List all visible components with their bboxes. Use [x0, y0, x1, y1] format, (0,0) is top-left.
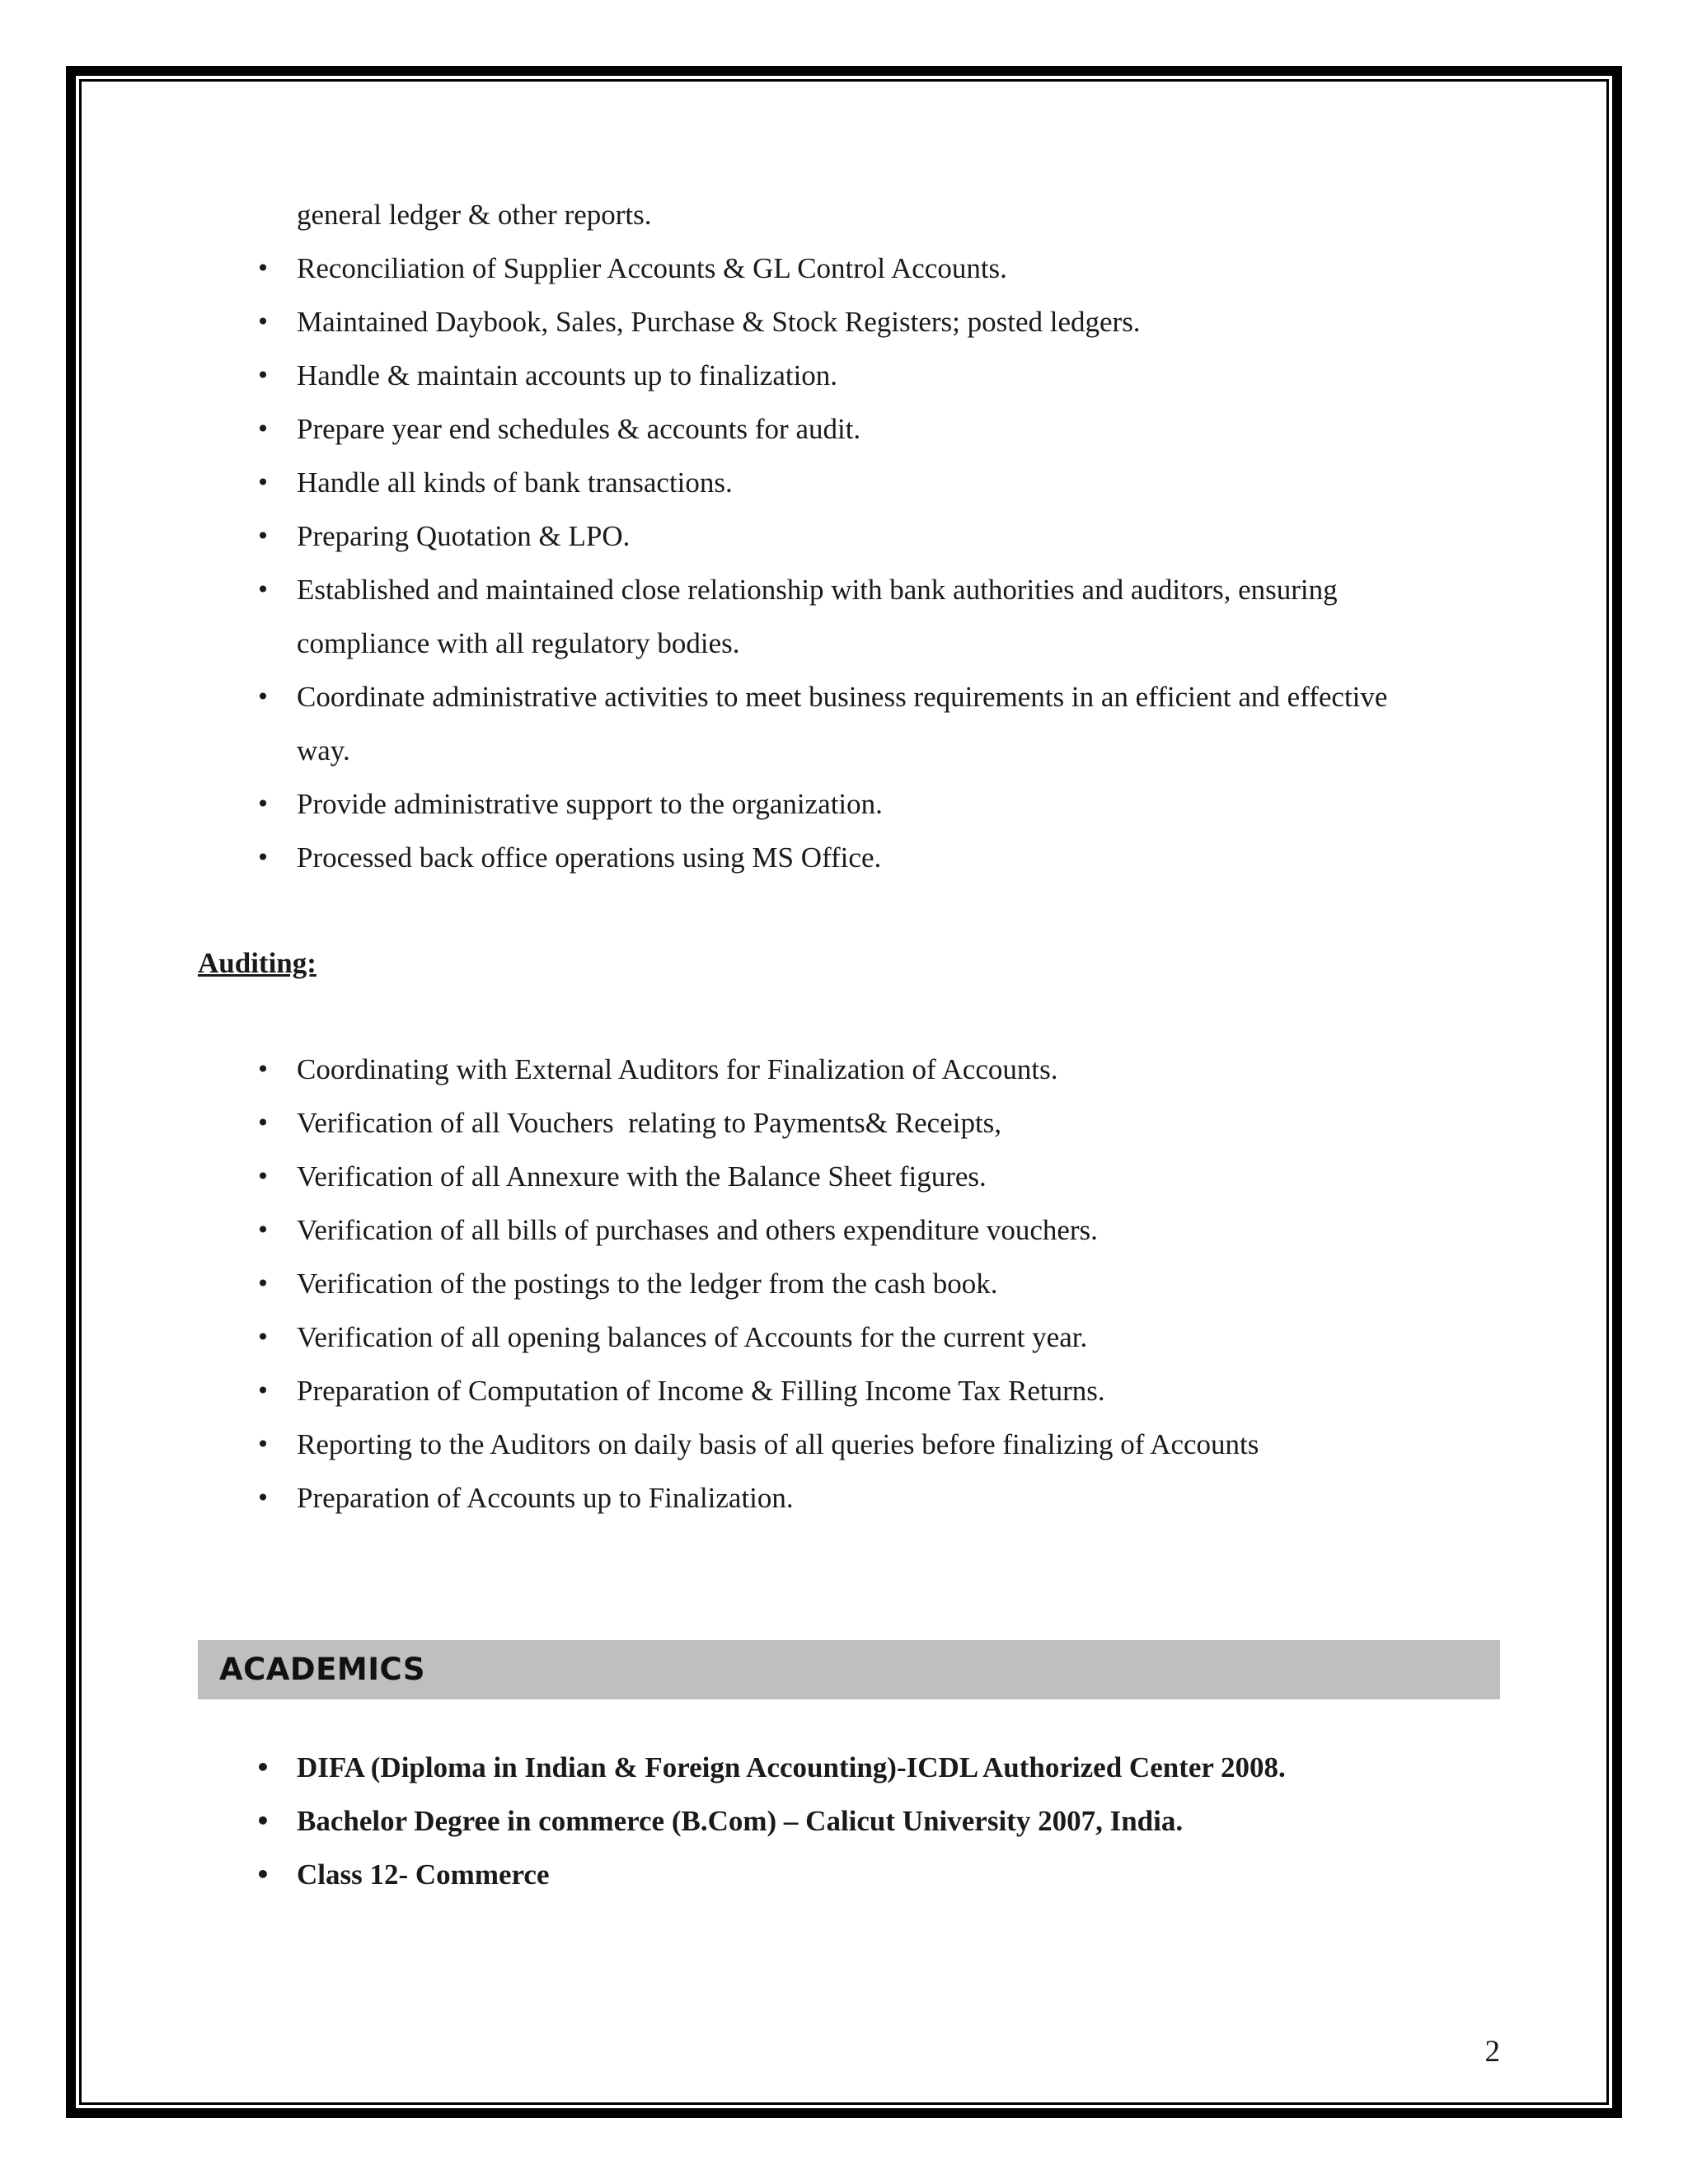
- bullet-icon: •: [256, 1484, 270, 1511]
- list-item: • DIFA (Diploma in Indian & Foreign Accounting)-ICDL Authorized Center 2008.: [297, 1741, 1467, 1794]
- bullet-icon: •: [256, 1377, 270, 1404]
- bullet-icon: •: [256, 255, 270, 282]
- continuation-line: general ledger & other reports.: [297, 199, 652, 231]
- academics-banner: [198, 1640, 1500, 1699]
- list-item: • Reconciliation of Supplier Accounts & GL Control Accounts.: [297, 241, 1467, 295]
- list-item: • Processed back office operations using MS Office.: [297, 831, 1467, 884]
- bullet-icon: •: [256, 523, 270, 550]
- list-item: • Prepare year end schedules & accounts for audit.: [297, 402, 1467, 456]
- list-item: • Handle & maintain accounts up to finalization.: [297, 349, 1467, 402]
- bullet-icon: •: [256, 1056, 270, 1083]
- list-item: • Verification of the postings to the ledger from the cash book.: [297, 1257, 1467, 1310]
- list-item: • Reporting to the Auditors on daily basis of all queries before finalizing of Accounts: [297, 1418, 1467, 1471]
- bullet-icon: •: [256, 1754, 270, 1781]
- bullet-icon: •: [256, 1324, 270, 1351]
- list-item: • Verification of all Annexure with the Balance Sheet figures.: [297, 1150, 1467, 1203]
- list-item: • Handle all kinds of bank transactions.: [297, 456, 1467, 509]
- list-item: • Provide administrative support to the organization.: [297, 777, 1467, 831]
- bullet-icon: •: [256, 1216, 270, 1244]
- list-item: • Maintained Daybook, Sales, Purchase & Stock Registers; posted ledgers.: [297, 295, 1467, 349]
- list-item: • Preparation of Computation of Income & Filling Income Tax Returns.: [297, 1364, 1467, 1418]
- list-item: • Verification of all bills of purchases and others expenditure vouchers.: [297, 1203, 1467, 1257]
- bullet-icon: •: [256, 844, 270, 871]
- list-item: • Class 12- Commerce: [297, 1848, 1467, 1901]
- bullet-icon: •: [256, 1109, 270, 1137]
- academics-heading: ACADEMICS: [219, 1652, 425, 1687]
- bullet-icon: •: [256, 683, 270, 710]
- bullet-icon: •: [256, 1270, 270, 1297]
- list-item: • Verification of all opening balances of Accounts for the current year.: [297, 1310, 1467, 1364]
- bullet-icon: •: [256, 1807, 270, 1835]
- list-item: • Preparation of Accounts up to Finalization.: [297, 1471, 1467, 1525]
- bullet-icon: •: [256, 1861, 270, 1888]
- bullet-icon: •: [256, 308, 270, 335]
- page-number: 2: [1484, 2035, 1500, 2069]
- bullet-icon: •: [256, 415, 270, 443]
- list-item: • Bachelor Degree in commerce (B.Com) – Calicut University 2007, India.: [297, 1794, 1467, 1848]
- bullet-icon: •: [256, 790, 270, 818]
- list-item: • Coordinate administrative activities to meet business requirements in an efficient and effective way.: [297, 670, 1467, 777]
- list-item: • Coordinating with External Auditors for Finalization of Accounts.: [297, 1043, 1467, 1096]
- list-item: • Preparing Quotation & LPO.: [297, 509, 1467, 563]
- bullet-icon: •: [256, 576, 270, 603]
- bullet-icon: •: [256, 362, 270, 389]
- auditing-heading: Auditing:: [198, 947, 316, 979]
- bullet-icon: •: [256, 1431, 270, 1458]
- bullet-icon: •: [256, 1163, 270, 1190]
- list-item: • Established and maintained close relationship with bank authorities and auditors, ensuring compliance with all regulatory bodies.: [297, 563, 1467, 670]
- list-item: • Verification of all Vouchers relating to Payments& Receipts,: [297, 1096, 1467, 1150]
- bullet-icon: •: [256, 469, 270, 496]
